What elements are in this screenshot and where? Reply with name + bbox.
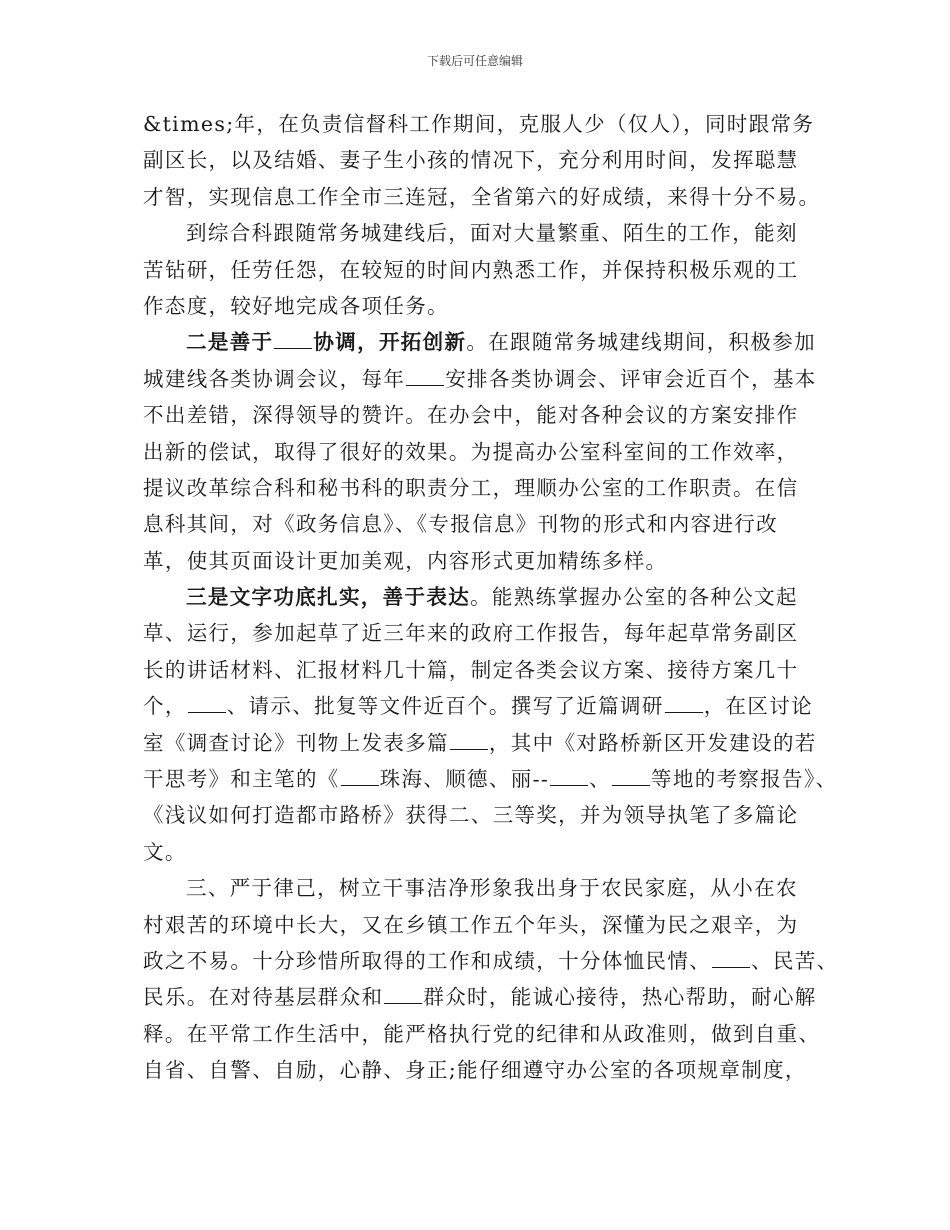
text-line	[143, 943, 839, 979]
blank-underline	[665, 692, 703, 713]
text-span: 。在跟随常务城建线期间，积极参加	[466, 330, 816, 355]
text-line	[143, 979, 823, 1015]
blank-underline	[341, 765, 379, 786]
text-line: 作态度，较好地完成各项任务。	[143, 293, 449, 318]
blank-underline	[450, 729, 488, 750]
blank-underline	[188, 692, 226, 713]
text-line: 才智，实现信息工作全市三连冠，全省第六的好成绩，来得十分不易。	[143, 184, 821, 209]
text-line	[143, 761, 838, 797]
section-heading-suffix: 协调，开拓创新	[313, 330, 467, 355]
text-line: 不出差错，深得领导的赞许。在办会中，能对各种会议的方案安排作	[143, 403, 799, 428]
text-line: 到综合科跟随常务城建线后，面对大量繁重、陌生的工作，能刻	[186, 221, 798, 246]
text-span: 安排各类协调会、评审会近百个，基本	[445, 366, 817, 391]
text-span: 。能熟练掌握办公室的各种公文起	[470, 585, 798, 610]
text-line	[143, 361, 823, 397]
blank-underline	[406, 365, 444, 386]
blank-underline	[550, 765, 588, 786]
text-line: 副区长，以及结婚、妻子生小孩的情况下，充分利用时间，发挥聪慧	[143, 148, 799, 173]
text-span: ，其中《对路桥新区开发建设的若	[488, 730, 817, 755]
text-line: 文。	[143, 839, 187, 864]
text-line	[143, 688, 823, 724]
text-line: 革，使其页面设计更加美观，内容形式更加精练多样。	[143, 548, 668, 573]
blank-underline	[712, 947, 750, 968]
text-line: 《浅议如何打造都市路桥》获得二、三等奖，并为领导执笔了多篇论	[143, 803, 799, 828]
text-span: 室《调查讨论》刊物上发表多篇	[143, 730, 449, 755]
blank-underline	[384, 983, 422, 1004]
page-header: 下载后可任意编辑	[426, 54, 523, 68]
text-span: 民乐。在对待基层群众和	[143, 985, 384, 1010]
text-line: &times;年，在负责信督科工作期间，克服人少（仅人），同时跟常务	[143, 112, 815, 136]
text-line: 苦钻研，任劳任怨，在较短的时间内熟悉工作，并保持积极乐观的工	[143, 257, 799, 282]
text-span: 个，	[143, 694, 187, 719]
text-span: 、民苦、	[751, 948, 839, 973]
text-line: 三、严于律己，树立干事洁净形象我出身于农民家庭，从小在农	[186, 876, 798, 901]
blank-underline	[612, 765, 650, 786]
document-body	[143, 106, 839, 1089]
text-line: 长的讲话材料、汇报材料几十篇，制定各类会议方案、接待方案几十	[143, 657, 799, 682]
text-line	[143, 725, 823, 761]
text-line: 提议改革综合科和秘书科的职责分工，理顺办公室的工作职责。在信	[143, 475, 799, 500]
text-line: 草、运行，参加起草了近三年来的政府工作报告，每年起草常务副区	[143, 621, 799, 646]
text-span: 干思考》和主笔的《	[143, 767, 340, 792]
text-span: 、	[589, 767, 612, 792]
text-line: 出新的偿试，取得了很好的效果。为提高办公室科室间的工作效率，	[143, 439, 799, 464]
text-span: 政之不易。十分珍惜所取得的工作和成绩，十分体恤民情、	[143, 948, 712, 973]
text-line: 自省、自警、自励，心静、身正;能仔细遵守办公室的各项规章制度，	[143, 1058, 807, 1083]
section-heading: 三是文字功底扎实，善于表达	[186, 585, 471, 610]
text-line: 息科其间，对《政务信息》、《专报信息》刊物的形式和内容进行改	[143, 512, 778, 537]
text-span: 群众时，能诚心接待，热心帮助，耐心解	[423, 985, 817, 1010]
text-span: ，在区讨论	[703, 694, 813, 719]
text-span: 等地的考察报告》、	[651, 767, 838, 792]
text-line: 村艰苦的环境中长大，又在乡镇工作五个年头，深懂为民之艰辛，为	[143, 912, 799, 937]
text-line	[143, 324, 823, 360]
blank-underline	[274, 328, 312, 349]
section-heading-prefix: 二是善于	[186, 330, 274, 355]
text-span: 、请示、批复等文件近百个。撰写了近篇调研	[226, 694, 664, 719]
text-span: 珠海、顺德、丽--	[379, 767, 550, 792]
text-line	[143, 579, 823, 615]
text-span: 城建线各类协调会议，每年	[143, 366, 406, 391]
text-line: 释。在平常工作生活中，能严格执行党的纪律和从政准则，做到自重、	[143, 1021, 821, 1046]
